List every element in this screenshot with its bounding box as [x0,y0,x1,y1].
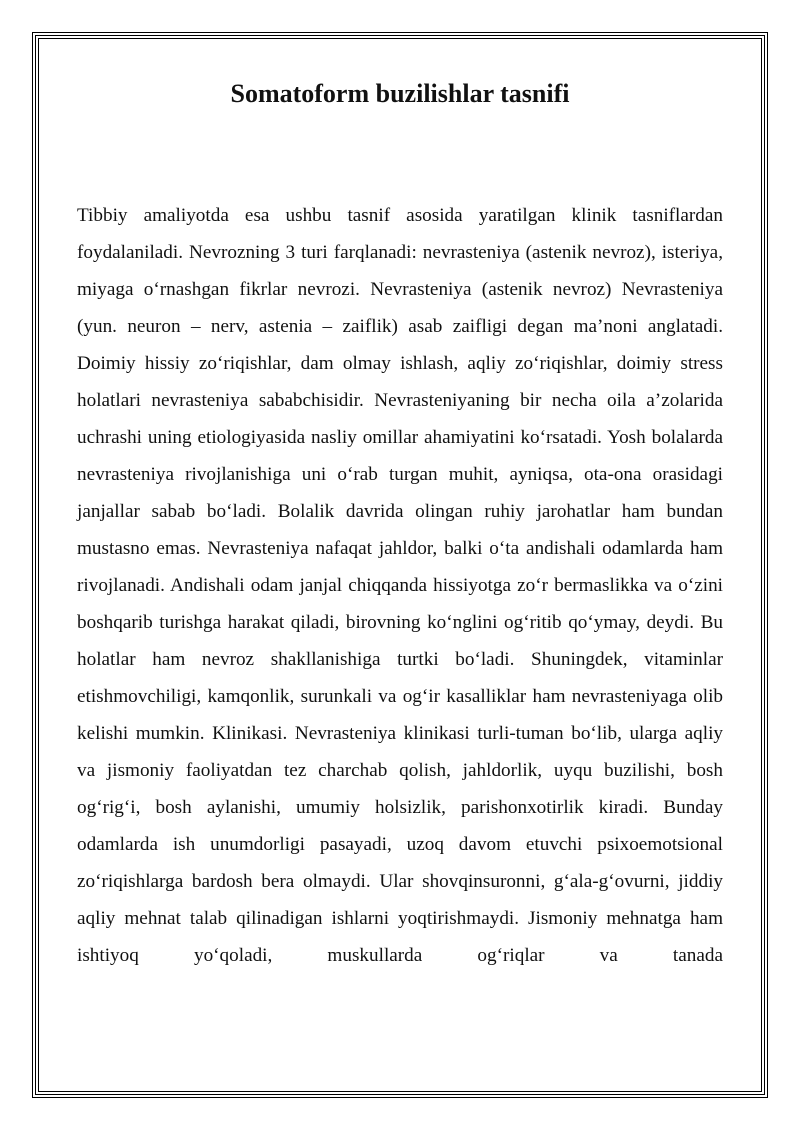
document-body-paragraph: Tibbiy amaliyotda esa ushbu tasnif asosida yaratilgan klinik tasniflardan foydalaniladi. Nevrozning 3 turi farqlanadi: nevrasteniya (astenik nevroz), isteriya, miyaga o‘rnashgan fikrlar nevrozi. Nevrasteniya (astenik nevroz) Nevrasteniya (yun. neuron – nerv, astenia – zaiflik) asab zaifligi degan ma’noni anglatadi. Doimiy hissiy zo‘riqishlar, dam olmay ishlash, aqliy zo‘riqishlar, doimiy stress holatlari nevrasteniya sababchisidir. Nevrasteniyaning bir necha oila a’zolarida uchrashi uning etiologiyasida nasliy omillar ahamiyatini ko‘rsatadi. Yosh bolalarda nevrasteniya rivojlanishiga uni o‘rab turgan muhit, ayniqsa, ota-ona orasidagi janjallar sabab bo‘ladi. Bolalik davrida olingan ruhiy jarohatlar ham bundan mustasno emas. Nevrasteniya nafaqat jahldor, balki o‘ta andishali odamlarda ham rivojlanadi. Andishali odam janjal chiqqanda hissiyotga zo‘r bermaslikka va o‘zini boshqarib turishga harakat qiladi, birovning ko‘nglini og‘ritib qo‘ymay, deydi. Bu holatlar ham nevroz shakllanishiga turtki bo‘ladi. Shuningdek, vitaminlar etishmovchiligi, kamqonlik, surunkali va og‘ir kasalliklar ham nevrasteniyaga olib kelishi mumkin. Klinikasi. Nevrasteniya klinikasi turli-tuman bo‘lib, ularga aqliy va jismoniy faoliyatdan tez charchab qolish, jahldorlik, uyqu buzilishi, bosh og‘rig‘i, bosh aylanishi, umumiy holsizlik, parishonxotirlik kiradi. Bunday odamlarda ish unumdorligi pasayadi, uzoq davom etuvchi psixoemotsional zo‘riqishlarga bardosh bera olmaydi. Ular shovqinsuronni, g‘ala-g‘ovurni, jiddiy aqliy mehnat talab qilinadigan ishlarni yoqtirishmaydi. Jismoniy mehnatga ham ishtiyoq yo‘qoladi, muskullarda og‘riqlar va tanada [77,205,723,966]
document-title: Somatoform buzilishlar tasnifi [230,79,570,108]
